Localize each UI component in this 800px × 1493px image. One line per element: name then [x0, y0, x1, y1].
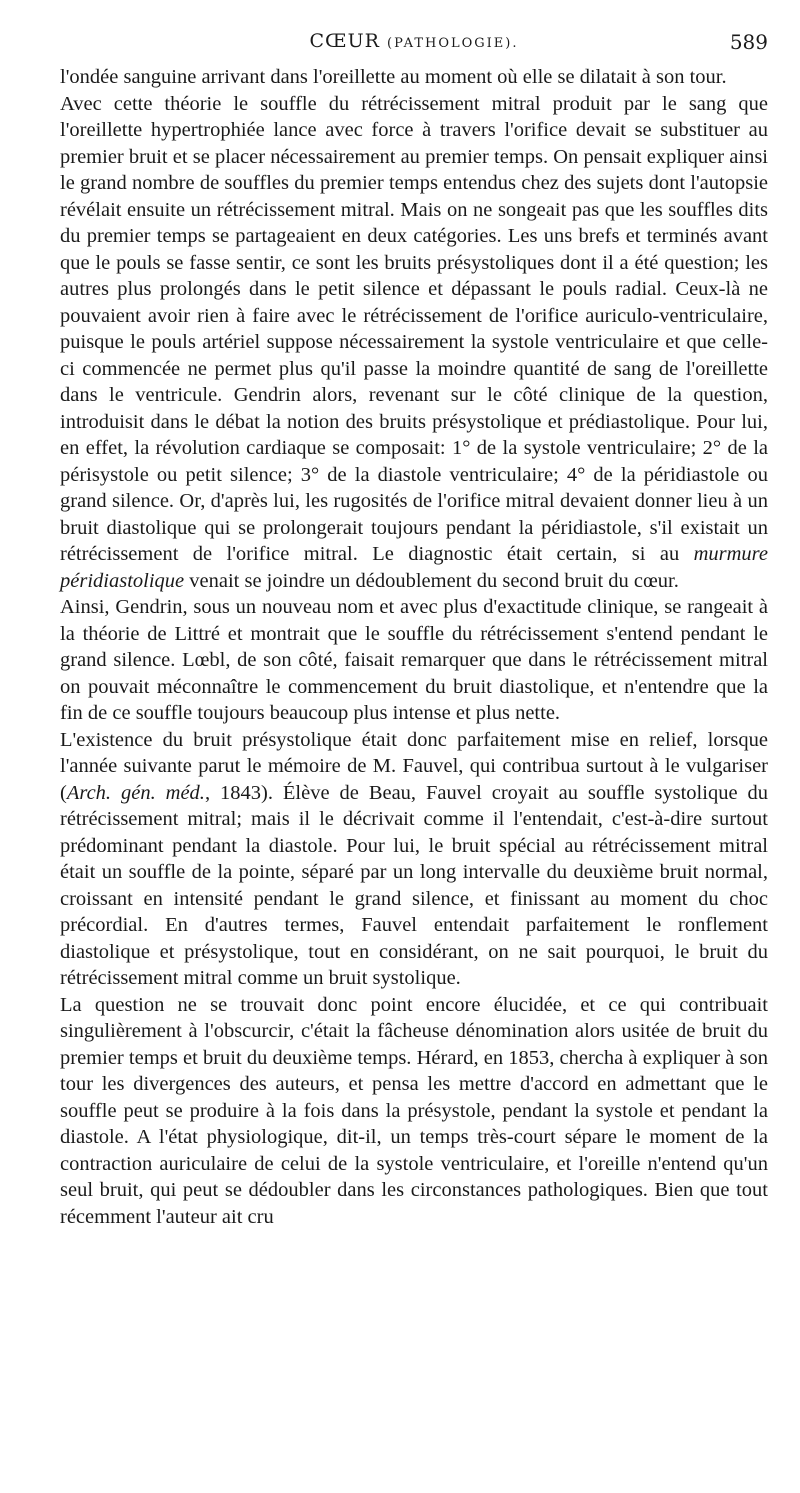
running-title-main: CŒUR	[309, 30, 380, 52]
body-text	[60, 64, 768, 1230]
paragraph-5: La question ne se trouvait donc point encore élucidée, et ce qui contribuait singulièrement à l'obscurcir, c'était la fâcheuse dénomination alors usitée de bruit du premier temps et bruit du deuxième temps. Hérard, en 1853, chercha à expliquer à son tour les divergences des auteurs, et pensa les mettre d'accord en admettant que le souffle peut se produire à la fois dans la présystole, pendant la systole et pendant la diastole. A l'état physiologique, dit-il, un temps très-court sépare le moment de la contraction auriculaire de celui de la systole ventriculaire, et l'oreille n'entend qu'un seul bruit, qui peut se dédoubler dans les circonstances pathologiques. Bien que tout récemment l'auteur ait cru	[60, 993, 768, 1228]
running-head	[60, 30, 768, 60]
paragraph-1: l'ondée sanguine arrivant dans l'oreillette au moment où elle se dilatait à son tour.	[60, 66, 727, 88]
paragraph-3: Ainsi, Gendrin, sous un nouveau nom et avec plus d'exactitude clinique, se rangeait à la théorie de Littré et montrait que le souffle du rétrécissement s'entend pendant le grand silence. Lœbl, de son côté, faisait remarquer que dans le rétrécissement mitral on pouvait méconnaître le commencement du bruit diastolique, et n'entendre que la fin de ce souffle toujours beaucoup plus intense et plus nette.	[60, 596, 768, 724]
running-title-sub: (PATHOLOGIE).	[387, 36, 519, 51]
paragraph-4: L'existence du bruit présystolique était donc parfaitement mise en relief, lorsque l'année suivante parut le mémoire de M. Fauvel, qui contribua surtout à le vulgariser (Arch. gén. méd., 1843). Élève de Beau, Fauvel croyait au souffle systolique du rétrécissement mitral; mais il le décrivait comme il l'entendait, c'est-à-dire surtout prédominant pendant la diastole. Pour lui, le bruit spécial au rétrécissement mitral était un souffle de la pointe, séparé par un long intervalle du deuxième bruit normal, croissant en intensité pendant le grand silence, et finissant au moment du choc précordial. En d'autres termes, Fauvel entendait parfaitement le ronflement diastolique et présystolique, tout en considérant, on ne sait pourquoi, le bruit du rétrécissement mitral comme un bruit systolique.	[60, 728, 768, 989]
paragraph-2: Avec cette théorie le souffle du rétrécissement mitral produit par le sang que l'oreillette hypertrophiée lance avec force à travers l'orifice devait se substituer au premier bruit et se placer nécessairement au premier temps. On pensait expliquer ainsi le grand nombre de souffles du premier temps entendus chez des sujets dont l'autopsie révélait ensuite un rétrécissement mitral. Mais on ne songeait pas que les souffles dits du premier temps se partageaient en deux catégories. Les uns brefs et terminés avant que le pouls se fasse sentir, ce sont les bruits présystoliques dont il a été question; les autres plus prolongés dans le petit silence et dépassant le pouls radial. Ceux-là ne pouvaient avoir rien à faire avec le rétrécissement de l'orifice auriculo-ventriculaire, puisque le pouls artériel suppose nécessairement la systole ventriculaire et que celle-ci commencée ne permet plus qu'il passe la moindre quantité de sang de l'oreillette dans le ventricule. Gendrin alors, revenant sur le côté clinique de la question, introduisit dans le débat la notion des bruits présystolique et prédiastolique. Pour lui, en effet, la révolution cardiaque se composait: 1° de la systole ventriculaire; 2° de la périsystole ou petit silence; 3° de la diastole ventriculaire; 4° de la péridiastole ou grand silence. Or, d'après lui, les rugosités de l'orifice mitral devaient donner lieu à un bruit diastolique qui se prolongerait toujours pendant la péridiastole, s'il existait un rétrécissement de l'orifice mitral. Le diagnostic était certain, si au murmure péridiastolique venait se joindre un dédoublement du second bruit du cœur.	[60, 92, 768, 592]
italic-term: murmure péridiastolique	[60, 543, 768, 592]
running-title	[60, 30, 768, 52]
page-number: 589	[729, 30, 768, 54]
italic-citation: Arch. gén. méd.	[66, 781, 205, 804]
